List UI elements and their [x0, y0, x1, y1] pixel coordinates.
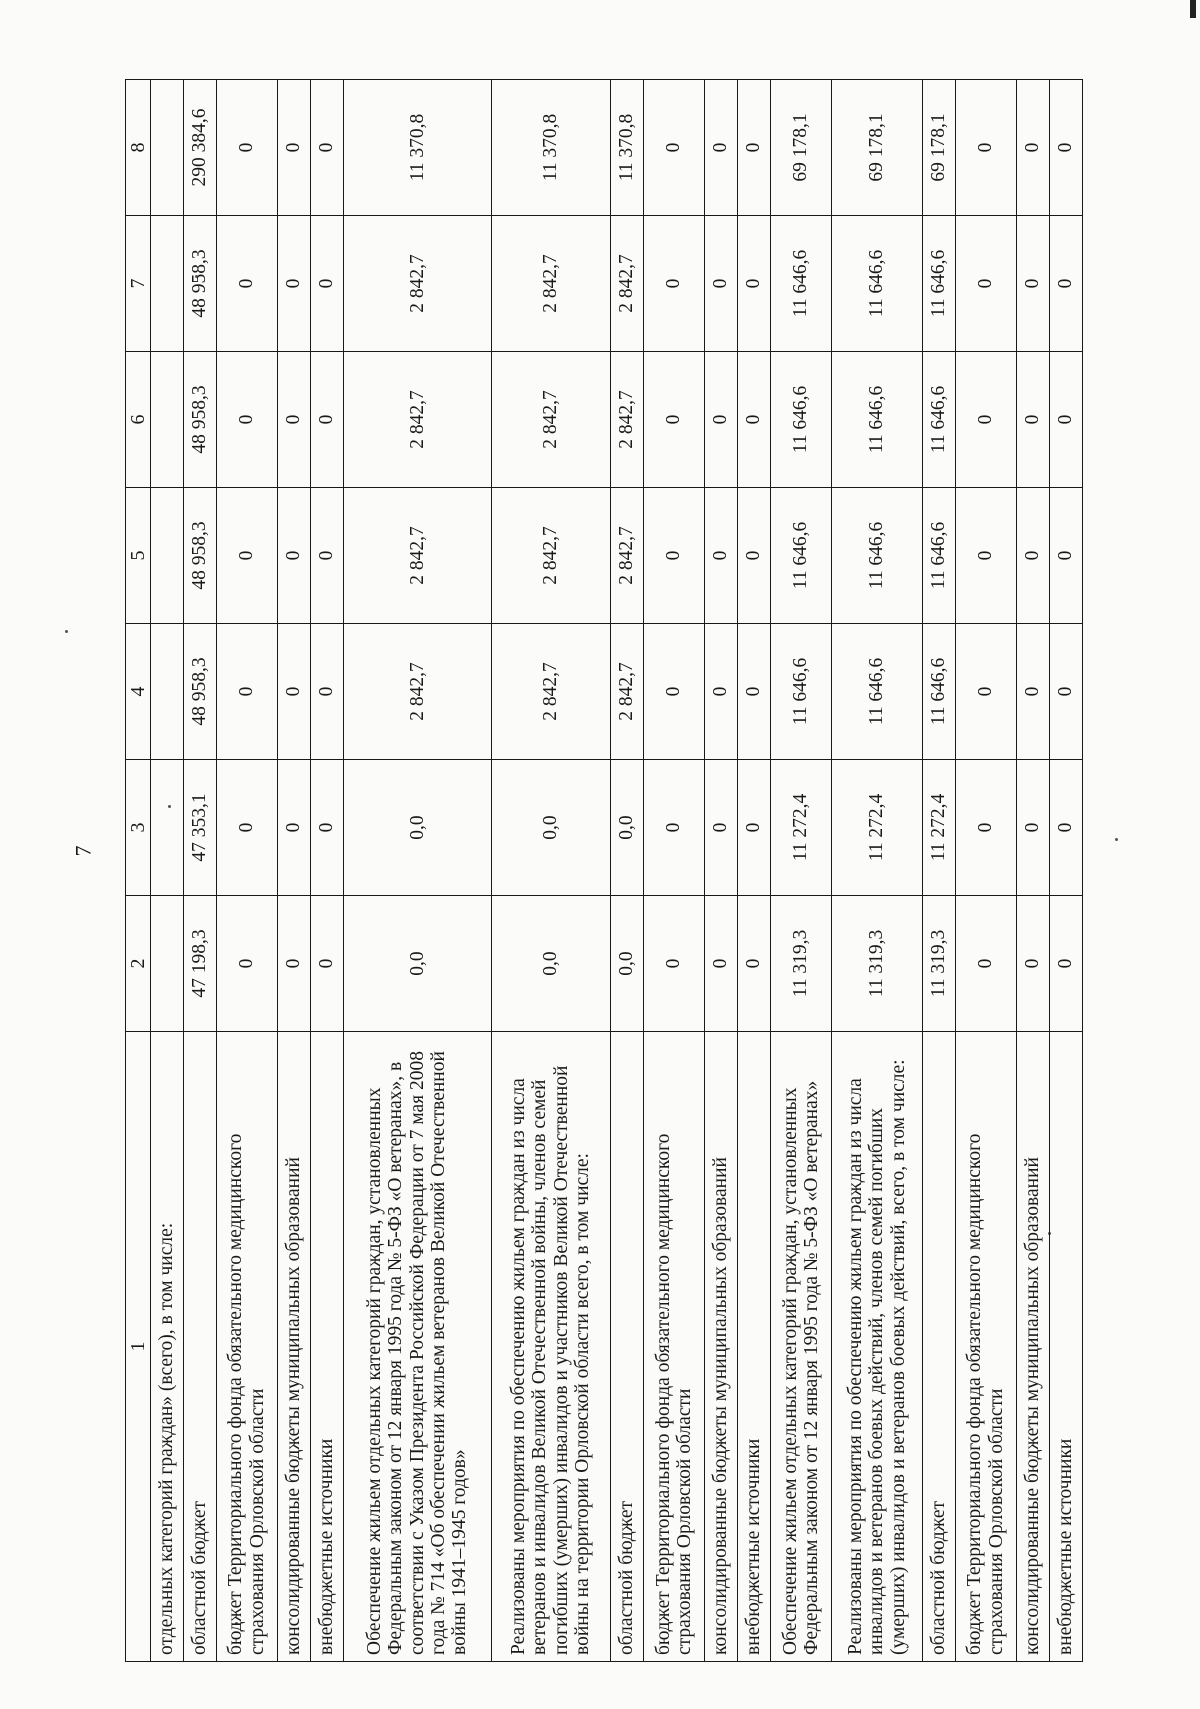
- cell-value: 0: [643, 624, 705, 760]
- cell-value: 0: [1050, 896, 1083, 1032]
- cell-value: 0,0: [343, 896, 491, 1032]
- table-row: [310, 80, 343, 1662]
- cell-value: 0: [955, 624, 1017, 760]
- cell-value: 11 370,8: [610, 80, 643, 216]
- table-row: [491, 80, 610, 1662]
- cell-value: 0: [955, 488, 1017, 624]
- cell-value: 0: [955, 760, 1017, 896]
- cell-value: 0: [643, 352, 705, 488]
- cell-value: 0: [738, 488, 771, 624]
- cell-value: [151, 760, 184, 896]
- cell-value: 11 646,6: [770, 352, 832, 488]
- cell-value: 0: [1017, 352, 1050, 488]
- cell-value: 0: [1050, 80, 1083, 216]
- cell-value: 2 842,7: [610, 352, 643, 488]
- cell-value: 0,0: [491, 760, 610, 896]
- cell-value: 2 842,7: [343, 216, 491, 352]
- cell-value: 0: [216, 352, 278, 488]
- cell-value: 0,0: [610, 896, 643, 1032]
- cell-value: 0,0: [343, 760, 491, 896]
- cell-value: 0: [1017, 760, 1050, 896]
- cell-value: 0: [643, 488, 705, 624]
- cell-value: [151, 488, 184, 624]
- cell-value: 2 842,7: [610, 624, 643, 760]
- cell-value: 0: [643, 216, 705, 352]
- row-label: консолидированные бюджеты муниципальных образований: [278, 1032, 311, 1662]
- cell-value: 0: [643, 896, 705, 1032]
- cell-value: 0: [705, 352, 738, 488]
- cell-value: 11 319,3: [832, 896, 922, 1032]
- cell-value: 0: [705, 80, 738, 216]
- table-row: [738, 80, 771, 1662]
- budget-table: [125, 79, 1083, 1662]
- cell-value: 2 842,7: [610, 488, 643, 624]
- column-header-5: 5: [126, 488, 151, 624]
- cell-value: 0: [738, 896, 771, 1032]
- cell-value: 0: [705, 896, 738, 1032]
- row-label: Обеспечение жильем отдельных категорий граждан, установленных Федеральным законом от 12 января 1995 года № 5-ФЗ «О ветеранах»: [770, 1032, 832, 1662]
- row-label: отдельных категорий граждан» (всего), в том числе:: [151, 1032, 184, 1662]
- cell-value: 11 646,6: [770, 488, 832, 624]
- cell-value: 2 842,7: [343, 352, 491, 488]
- cell-value: 11 646,6: [832, 216, 922, 352]
- row-label: областной бюджет: [183, 1032, 216, 1662]
- row-label: Реализованы мероприятия по обеспечению жильем граждан из числа инвалидов и ветеранов боевых действий, членов семей погибших (умерших) инвалидов и ветеранов боевых действий, всего, в том числе:: [832, 1032, 922, 1662]
- cell-value: 11 370,8: [491, 80, 610, 216]
- cell-value: 0: [955, 216, 1017, 352]
- column-header-2: 2: [126, 896, 151, 1032]
- cell-value: 0: [705, 216, 738, 352]
- cell-value: 0: [278, 352, 311, 488]
- page-number: 7: [70, 845, 96, 857]
- scan-speck: [65, 630, 68, 633]
- cell-value: 0: [216, 216, 278, 352]
- cell-value: 0: [705, 488, 738, 624]
- cell-value: 69 178,1: [832, 80, 922, 216]
- cell-value: 0: [1017, 216, 1050, 352]
- cell-value: 11 370,8: [343, 80, 491, 216]
- cell-value: 11 646,6: [770, 216, 832, 352]
- cell-value: 0: [216, 80, 278, 216]
- cell-value: 0: [216, 624, 278, 760]
- cell-value: 0: [310, 80, 343, 216]
- cell-value: 2 842,7: [610, 216, 643, 352]
- table-row: [278, 80, 311, 1662]
- row-label: областной бюджет: [922, 1032, 955, 1662]
- cell-value: 2 842,7: [491, 216, 610, 352]
- cell-value: 0: [278, 760, 311, 896]
- cell-value: 0,0: [610, 760, 643, 896]
- cell-value: 0: [738, 624, 771, 760]
- cell-value: 0: [738, 216, 771, 352]
- cell-value: 0: [278, 896, 311, 1032]
- cell-value: [151, 896, 184, 1032]
- row-label: бюджет Территориального фонда обязательного медицинского страхования Орловской области: [955, 1032, 1017, 1662]
- cell-value: 0: [310, 760, 343, 896]
- cell-value: 0: [216, 488, 278, 624]
- cell-value: 0: [705, 760, 738, 896]
- cell-value: 0: [1050, 352, 1083, 488]
- cell-value: 11 646,6: [922, 488, 955, 624]
- cell-value: 0: [1050, 624, 1083, 760]
- table-header-row: [126, 80, 151, 1662]
- cell-value: 0: [310, 216, 343, 352]
- table-row: [955, 80, 1017, 1662]
- cell-value: 0: [216, 760, 278, 896]
- table-row: [183, 80, 216, 1662]
- row-label: консолидированные бюджеты муниципальных образований: [705, 1032, 738, 1662]
- table-row: [151, 80, 184, 1662]
- column-header-1: 1: [126, 1032, 151, 1662]
- cell-value: 0: [1017, 80, 1050, 216]
- table-row: [216, 80, 278, 1662]
- cell-value: 2 842,7: [343, 624, 491, 760]
- table-row: [1050, 80, 1083, 1662]
- table-row: [922, 80, 955, 1662]
- cell-value: 0: [738, 352, 771, 488]
- cell-value: 0: [278, 488, 311, 624]
- cell-value: 0: [1017, 896, 1050, 1032]
- cell-value: 0: [1050, 216, 1083, 352]
- cell-value: 0: [705, 624, 738, 760]
- row-label: внебюджетные источники: [738, 1032, 771, 1662]
- cell-value: 48 958,3: [183, 352, 216, 488]
- row-label: областной бюджет: [610, 1032, 643, 1662]
- cell-value: 47 353,1: [183, 760, 216, 896]
- column-header-7: 7: [126, 216, 151, 352]
- cell-value: 11 646,6: [922, 624, 955, 760]
- cell-value: 2 842,7: [491, 352, 610, 488]
- cell-value: [151, 352, 184, 488]
- row-label: Обеспечение жильем отдельных категорий граждан, установленных Федеральным законом от 12 января 1995 года № 5-ФЗ «О ветеранах», в соответствии с Указом Президента Российской Федерации от 7 мая 2008 года № 714 «Об обеспечении жильем ветеранов Великой Отечественной войны 1941–1945 годов»: [343, 1032, 491, 1662]
- cell-value: 0: [310, 624, 343, 760]
- row-label: бюджет Территориального фонда обязательного медицинского страхования Орловской области: [216, 1032, 278, 1662]
- cell-value: 11 272,4: [770, 760, 832, 896]
- column-header-6: 6: [126, 352, 151, 488]
- table-row: [343, 80, 491, 1662]
- column-header-4: 4: [126, 624, 151, 760]
- cell-value: 48 958,3: [183, 624, 216, 760]
- cell-value: [151, 624, 184, 760]
- cell-value: 0: [643, 760, 705, 896]
- cell-value: 11 646,6: [922, 216, 955, 352]
- cell-value: 0: [738, 760, 771, 896]
- rotated-table-container: [125, 80, 1083, 1662]
- scan-edge-mark: [1190, 0, 1196, 18]
- row-label: внебюджетные источники: [1050, 1032, 1083, 1662]
- cell-value: 0: [216, 896, 278, 1032]
- cell-value: 69 178,1: [922, 80, 955, 216]
- cell-value: 0: [738, 80, 771, 216]
- cell-value: 0: [310, 896, 343, 1032]
- cell-value: 11 646,6: [832, 352, 922, 488]
- cell-value: 0: [955, 80, 1017, 216]
- cell-value: 11 646,6: [832, 488, 922, 624]
- cell-value: 0: [955, 352, 1017, 488]
- cell-value: 11 319,3: [922, 896, 955, 1032]
- table-row: [643, 80, 705, 1662]
- table-row: [770, 80, 832, 1662]
- cell-value: [151, 216, 184, 352]
- cell-value: 0: [278, 216, 311, 352]
- cell-value: 11 319,3: [770, 896, 832, 1032]
- cell-value: 48 958,3: [183, 488, 216, 624]
- cell-value: 0: [643, 80, 705, 216]
- cell-value: 0: [310, 352, 343, 488]
- cell-value: 0: [1050, 760, 1083, 896]
- cell-value: 0: [955, 896, 1017, 1032]
- cell-value: [151, 80, 184, 216]
- table-row: [832, 80, 922, 1662]
- cell-value: 0: [1050, 488, 1083, 624]
- cell-value: 48 958,3: [183, 216, 216, 352]
- scan-speck: [1115, 838, 1118, 841]
- table-row: [1017, 80, 1050, 1662]
- cell-value: 290 384,6: [183, 80, 216, 216]
- row-label: консолидированные бюджеты муниципальных образований: [1017, 1032, 1050, 1662]
- cell-value: 2 842,7: [343, 488, 491, 624]
- cell-value: 11 646,6: [922, 352, 955, 488]
- cell-value: 0: [278, 80, 311, 216]
- cell-value: 0: [1017, 624, 1050, 760]
- cell-value: 0: [278, 624, 311, 760]
- column-header-8: 8: [126, 80, 151, 216]
- cell-value: 2 842,7: [491, 488, 610, 624]
- table-row: [705, 80, 738, 1662]
- cell-value: 2 842,7: [491, 624, 610, 760]
- cell-value: 0,0: [491, 896, 610, 1032]
- cell-value: 69 178,1: [770, 80, 832, 216]
- cell-value: 11 272,4: [832, 760, 922, 896]
- cell-value: 0: [1017, 488, 1050, 624]
- cell-value: 11 272,4: [922, 760, 955, 896]
- row-label: бюджет Территориального фонда обязательного медицинского страхования Орловской области: [643, 1032, 705, 1662]
- column-header-3: 3: [126, 760, 151, 896]
- row-label: внебюджетные источники: [310, 1032, 343, 1662]
- cell-value: 11 646,6: [832, 624, 922, 760]
- cell-value: 0: [310, 488, 343, 624]
- row-label: Реализованы мероприятия по обеспечению жильем граждан из числа ветеранов и инвалидов Великой Отечественной войны, членов семей погибших (умерших) инвалидов и участников Великой Отечественной войны на территории Орловской области всего, в том числе:: [491, 1032, 610, 1662]
- cell-value: 11 646,6: [770, 624, 832, 760]
- cell-value: 47 198,3: [183, 896, 216, 1032]
- table-row: [610, 80, 643, 1662]
